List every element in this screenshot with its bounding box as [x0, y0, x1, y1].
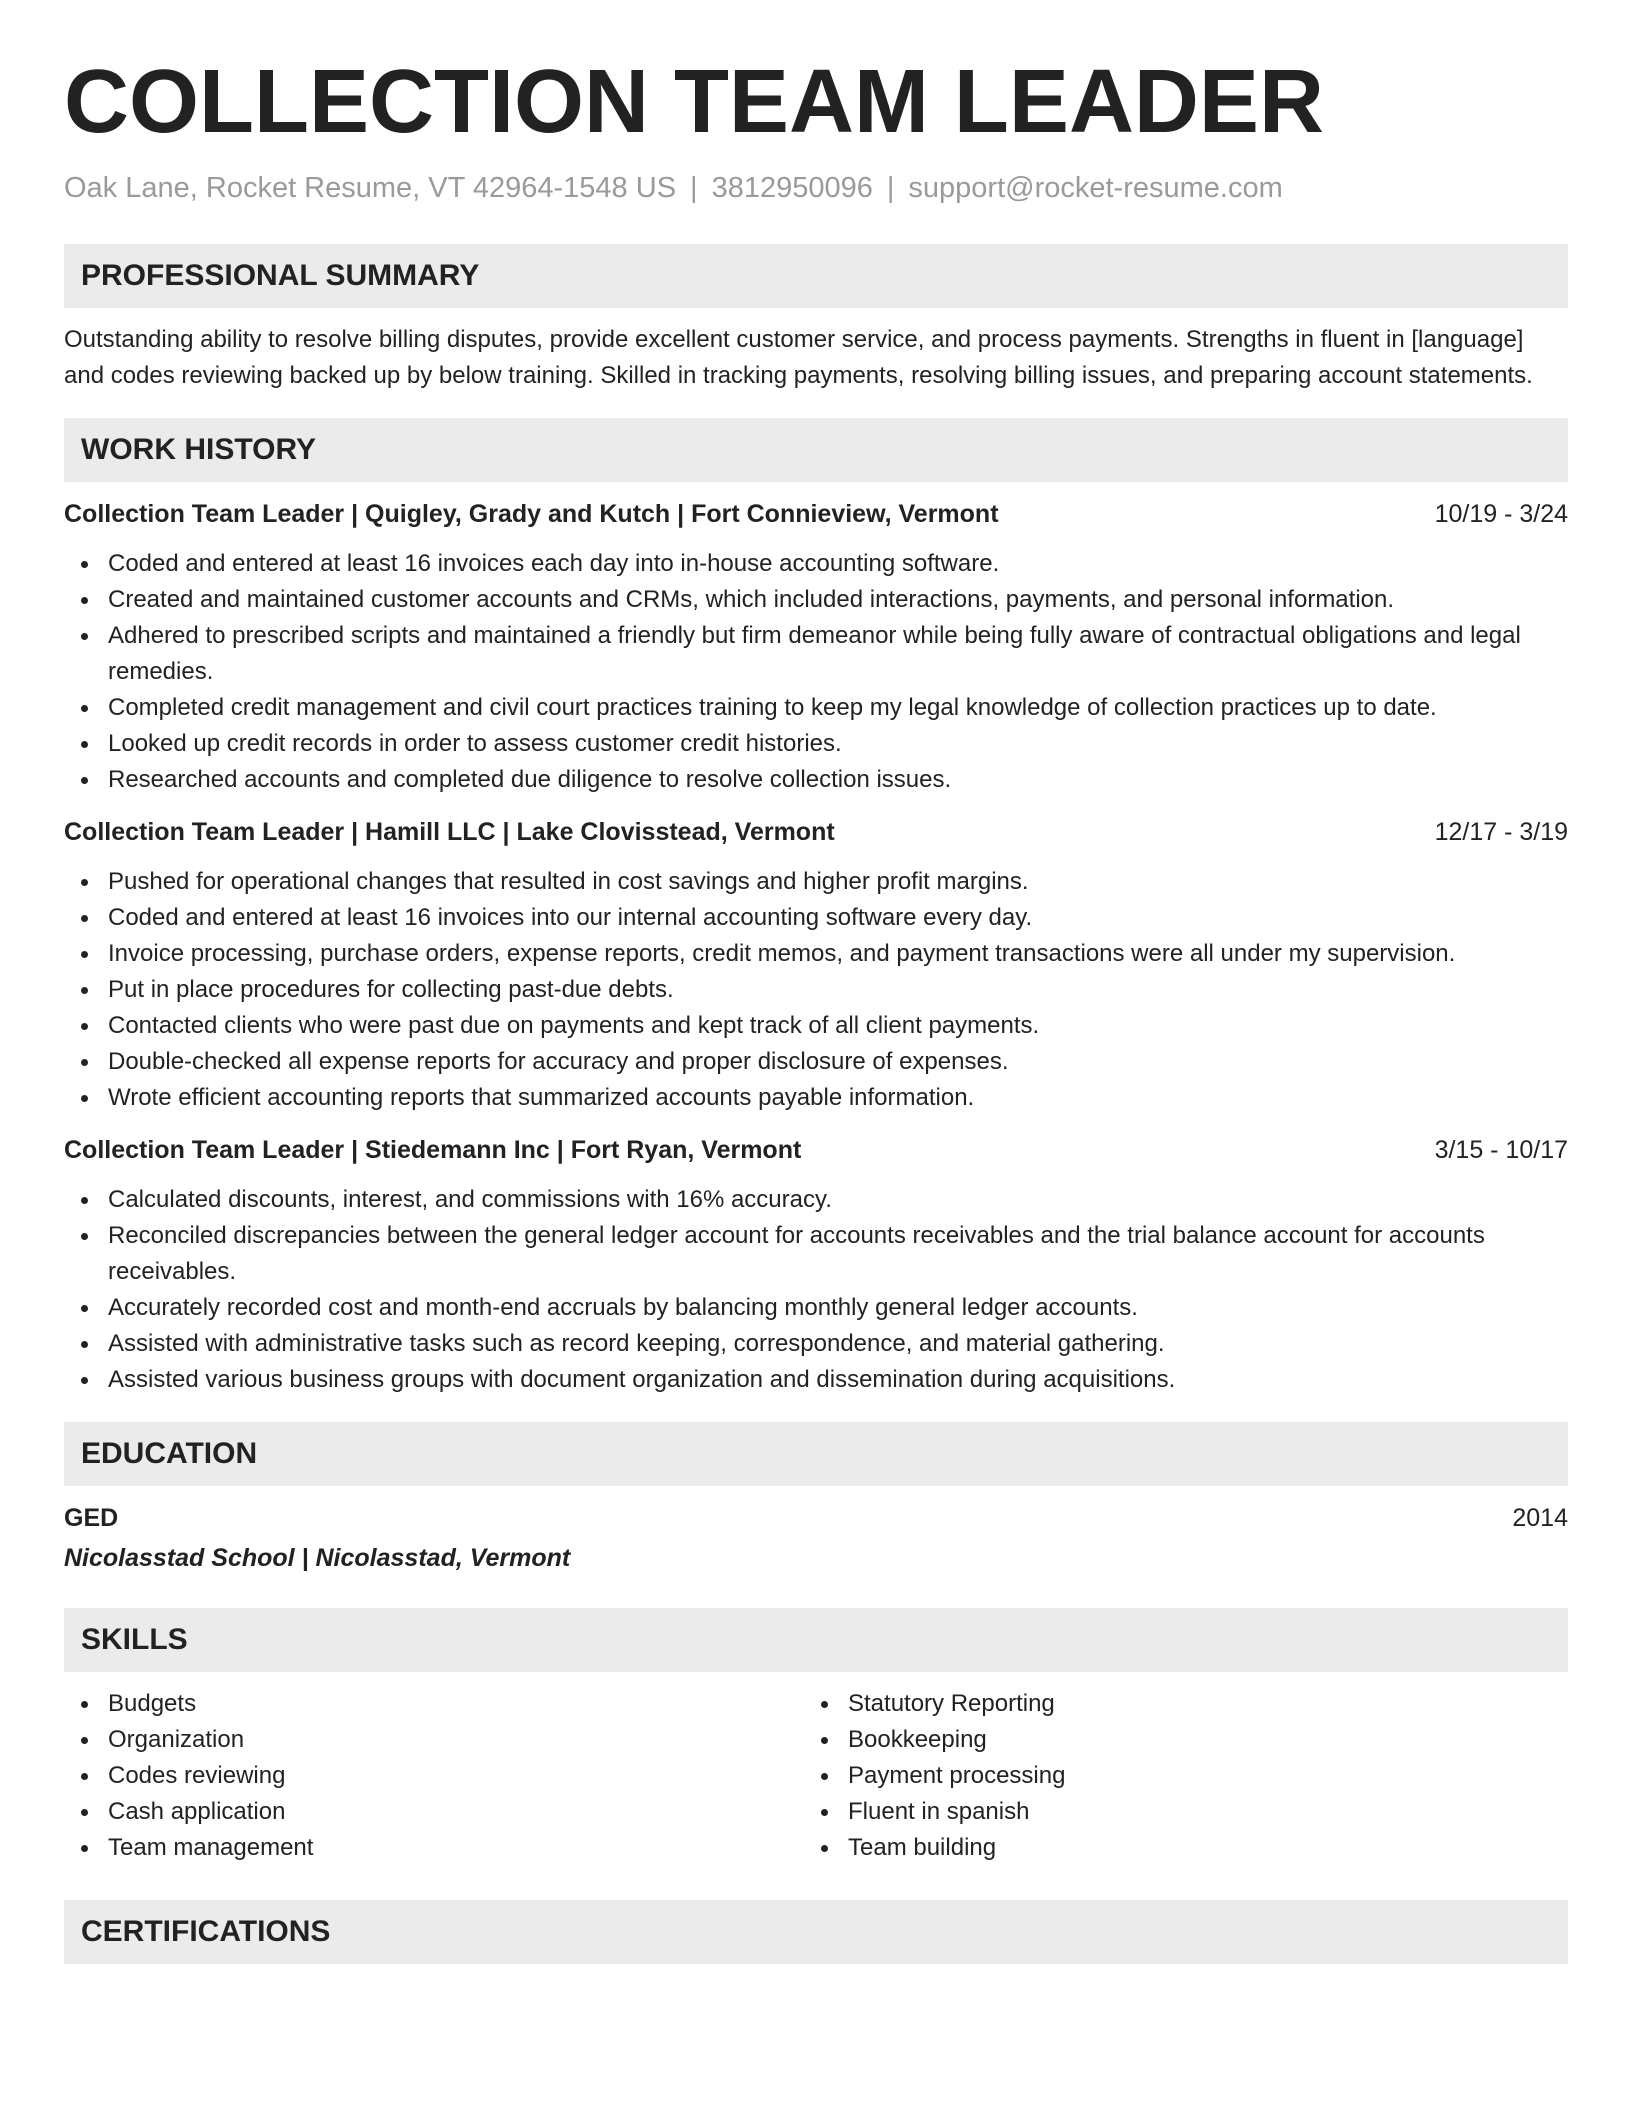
- skill-item: Organization: [64, 1722, 804, 1758]
- skill-item: Cash application: [64, 1794, 804, 1830]
- job-bullet: Completed credit management and civil court practices training to keep my legal knowledge of collection practices up to date.: [64, 690, 1568, 726]
- job-bullet: Contacted clients who were past due on payments and kept track of all client payments.: [64, 1008, 1568, 1044]
- section-header-certifications: CERTIFICATIONS: [64, 1900, 1568, 1964]
- job-dates: 3/15 - 10/17: [1434, 1136, 1568, 1164]
- skill-item: Payment processing: [804, 1758, 1544, 1794]
- job-header: [64, 814, 1568, 850]
- job-bullet: Assisted various business groups with document organization and dissemination during acquisitions.: [64, 1362, 1568, 1398]
- job-bullet: Put in place procedures for collecting past-due debts.: [64, 972, 1568, 1008]
- job-bullet: Looked up credit records in order to assess customer credit histories.: [64, 726, 1568, 762]
- job-entry: [64, 814, 1568, 1116]
- skills-grid: [64, 1686, 1568, 1866]
- contact-line: [64, 170, 1568, 206]
- job-bullet: Coded and entered at least 16 invoices into our internal accounting software every day.: [64, 900, 1568, 936]
- contact-separator: |: [690, 172, 698, 204]
- summary-text: Outstanding ability to resolve billing disputes, provide excellent customer service, and process payments. Strengths in fluent in [language] and codes reviewing backed up by below training. Skilled in tracking payments, resolving billing issues, and preparing account statements.: [64, 326, 1533, 389]
- education-school: Nicolasstad School | Nicolasstad, Vermont: [64, 1544, 571, 1572]
- job-bullet: Reconciled discrepancies between the general ledger account for accounts receivables and the trial balance account for accounts receivables.: [64, 1218, 1568, 1290]
- job-bullet: Accurately recorded cost and month-end accruals by balancing monthly general ledger accounts.: [64, 1290, 1568, 1326]
- skill-item: Bookkeeping: [804, 1722, 1544, 1758]
- job-entry: [64, 1132, 1568, 1398]
- job-title: Collection Team Leader | Quigley, Grady and Kutch | Fort Connieview, Vermont: [64, 500, 999, 528]
- job-bullets: [64, 864, 1568, 1116]
- resume-name: COLLECTION TEAM LEADER: [64, 52, 1324, 152]
- job-bullet: Wrote efficient accounting reports that summarized accounts payable information.: [64, 1080, 1568, 1116]
- job-dates: 12/17 - 3/19: [1434, 818, 1568, 846]
- job-header: [64, 1132, 1568, 1168]
- skill-item: Codes reviewing: [64, 1758, 804, 1794]
- contact-phone: 3812950096: [711, 172, 873, 204]
- job-bullet: Invoice processing, purchase orders, expense reports, credit memos, and payment transactions were all under my supervision.: [64, 936, 1568, 972]
- skills-column-right: [804, 1686, 1544, 1866]
- education-row: [64, 1500, 1568, 1536]
- skill-item: Team building: [804, 1830, 1544, 1866]
- skills-column-left: [64, 1686, 804, 1866]
- skill-item: Fluent in spanish: [804, 1794, 1544, 1830]
- job-bullet: Adhered to prescribed scripts and maintained a friendly but firm demeanor while being fully aware of contractual obligations and legal remedies.: [64, 618, 1568, 690]
- job-bullet: Assisted with administrative tasks such as record keeping, correspondence, and material gathering.: [64, 1326, 1568, 1362]
- contact-separator: |: [886, 172, 895, 204]
- job-bullet: Researched accounts and completed due diligence to resolve collection issues.: [64, 762, 1568, 798]
- job-title: Collection Team Leader | Stiedemann Inc | Fort Ryan, Vermont: [64, 1136, 802, 1164]
- job-bullet: Coded and entered at least 16 invoices each day into in-house accounting software.: [64, 546, 1568, 582]
- education-degree: GED: [64, 1504, 119, 1532]
- skill-item: Budgets: [64, 1686, 804, 1722]
- contact-address: Oak Lane, Rocket Resume, VT 42964-1548 US: [64, 172, 677, 204]
- job-bullet: Pushed for operational changes that resulted in cost savings and higher profit margins.: [64, 864, 1568, 900]
- education-year: 2014: [1512, 1504, 1568, 1532]
- job-entry: [64, 496, 1568, 798]
- job-header: [64, 496, 1568, 532]
- contact-email: support@rocket-resume.com: [908, 172, 1283, 204]
- skill-item: Statutory Reporting: [804, 1686, 1544, 1722]
- job-bullet: Calculated discounts, interest, and commissions with 16% accuracy.: [64, 1182, 1568, 1218]
- job-bullets: [64, 546, 1568, 798]
- job-dates: 10/19 - 3/24: [1434, 500, 1568, 528]
- job-bullets: [64, 1182, 1568, 1398]
- section-header-skills: SKILLS: [64, 1608, 1568, 1672]
- job-bullet: Created and maintained customer accounts and CRMs, which included interactions, payments, and personal information.: [64, 582, 1568, 618]
- job-title: Collection Team Leader | Hamill LLC | Lake Clovisstead, Vermont: [64, 818, 835, 846]
- skill-item: Team management: [64, 1830, 804, 1866]
- section-header-work-history: WORK HISTORY: [64, 418, 1568, 482]
- section-header-summary: PROFESSIONAL SUMMARY: [64, 244, 1568, 308]
- education-entry: [64, 1500, 1568, 1576]
- job-bullet: Double-checked all expense reports for accuracy and proper disclosure of expenses.: [64, 1044, 1568, 1080]
- section-header-education: EDUCATION: [64, 1422, 1568, 1486]
